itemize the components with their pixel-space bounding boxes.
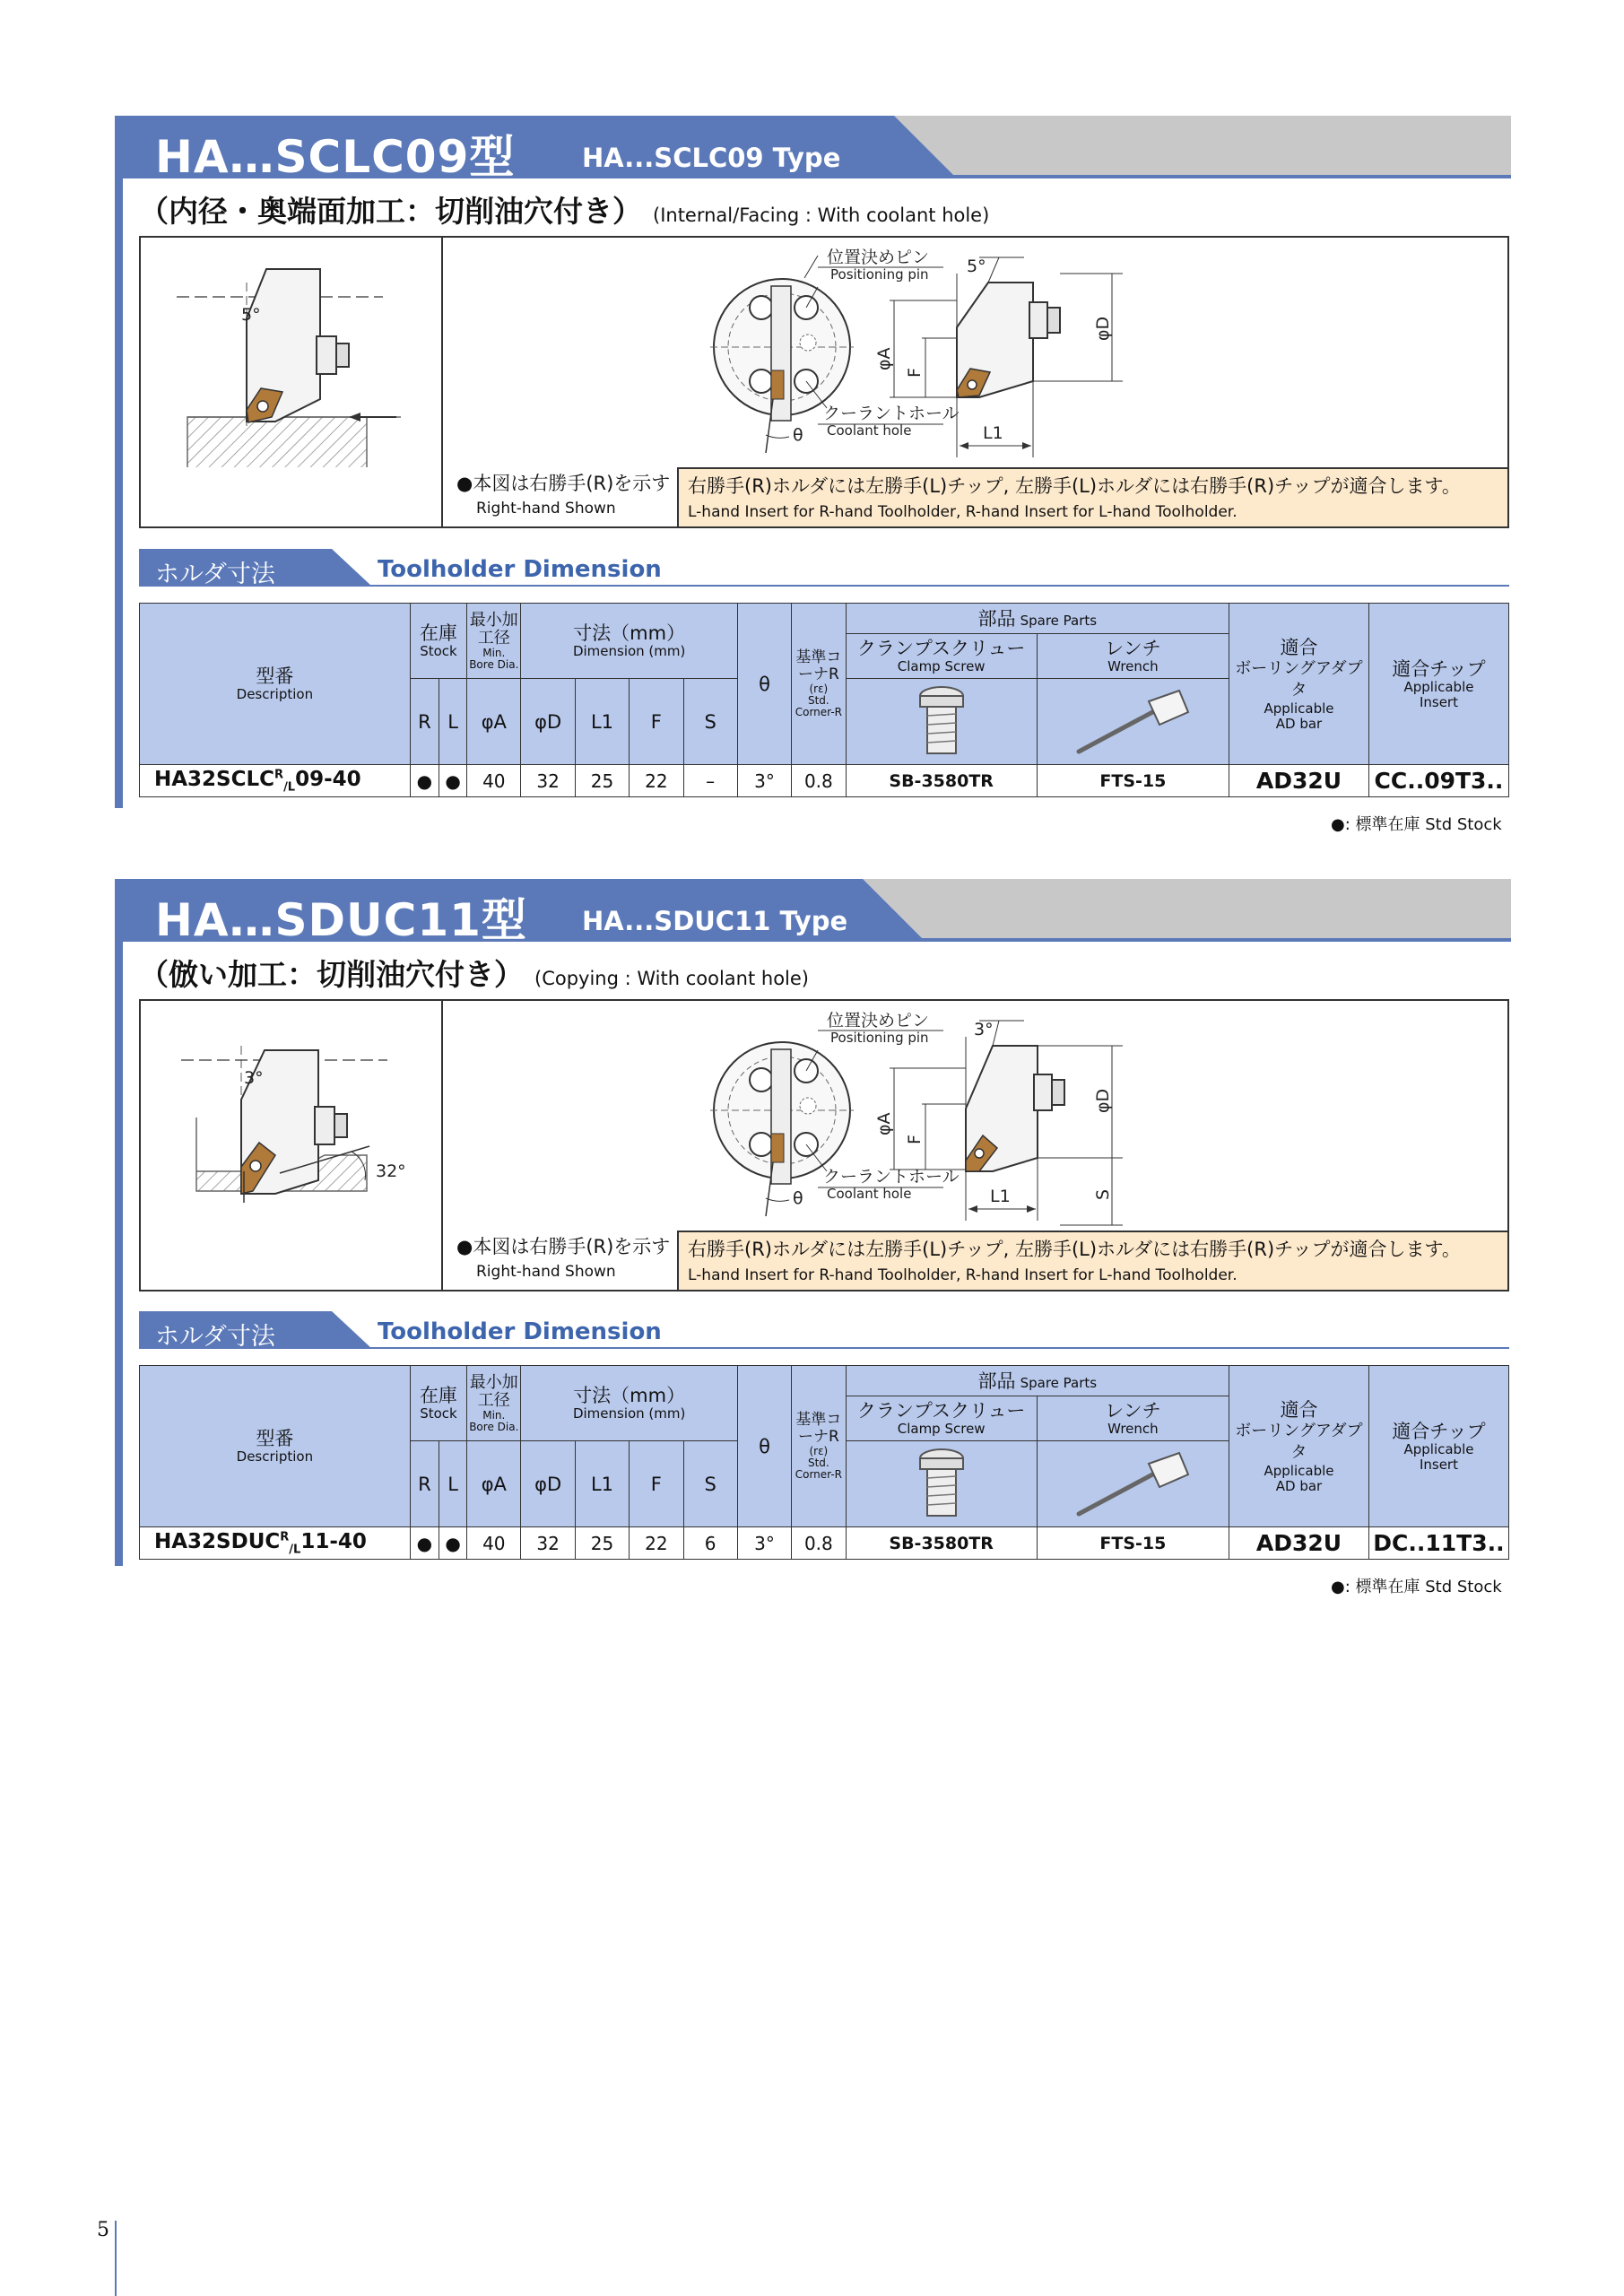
positioning-pin-en: Positioning pin (830, 266, 929, 283)
compat-note-jp: 右勝手(R)ホルダには左勝手(L)チップ, 左勝手(L)ホルダには右勝手(R)チップが適合します。 (688, 475, 1461, 497)
header-stock: 在庫 Stock (410, 604, 466, 679)
dim-a-label: φA (874, 1112, 894, 1135)
row-stock-l: ● (439, 765, 466, 797)
header-s: S (683, 679, 737, 765)
compat-note-en: L-hand Insert for R-hand Toolholder, R-hand Insert for L-hand Toolholder. (688, 1266, 1238, 1284)
holder-views-diagram (441, 1001, 1508, 1231)
coolant-hole-jp: クーラントホール (823, 404, 960, 423)
row-d: 32 (521, 765, 575, 797)
right-hand-note-en: Right-hand Shown (476, 1263, 616, 1281)
theta-label: θ (793, 425, 803, 445)
header-corner-r: 基準コーナR (rε) Std. Corner-R (792, 604, 846, 765)
header-description: 型番 Description (140, 1366, 411, 1527)
wrench-icon (1070, 683, 1195, 757)
section-header-jp: ホルダ寸法 (155, 561, 275, 588)
row-stock-r: ● (410, 1527, 439, 1560)
row-insert: DC..11T3.. (1368, 1527, 1508, 1560)
row-s: – (683, 765, 737, 797)
header-a: φA (467, 679, 521, 765)
clamp-screw-image (846, 1441, 1037, 1527)
clamp-screw-icon (915, 1446, 968, 1519)
header-wrench: レンチ Wrench (1037, 634, 1229, 679)
toolholder-dimension-header (139, 549, 1509, 588)
row-l1: 25 (575, 1527, 629, 1560)
header-ad-bar: 適合 ボーリングアダプタ Applicable AD bar (1229, 1366, 1369, 1527)
header-min-bore: 最小加工径 Min. Bore Dia. (467, 1366, 521, 1441)
header-description: 型番 Description (140, 604, 411, 765)
section-header-jp: ホルダ寸法 (155, 1323, 275, 1351)
row-clamp-screw: SB-3580TR (846, 1527, 1037, 1560)
stock-legend: ●: 標準在庫 Std Stock (1331, 1578, 1502, 1596)
page-margin-line (115, 2221, 117, 2296)
row-corner-r: 0.8 (792, 1527, 846, 1560)
copying-diagram (141, 1001, 441, 1231)
header-s: S (683, 1441, 737, 1527)
header-l: L (439, 679, 466, 765)
row-wrench: FTS-15 (1037, 765, 1229, 797)
right-hand-note-en: Right-hand Shown (476, 500, 616, 517)
theta-label: θ (793, 1188, 803, 1208)
header-a: φA (467, 1441, 521, 1527)
row-corner-r: 0.8 (792, 765, 846, 797)
wrench-icon (1070, 1446, 1195, 1519)
header-dimension: 寸法（mm） Dimension (mm) (521, 1366, 737, 1441)
header-insert: 適合チップ Applicable Insert (1368, 604, 1508, 765)
clamp-screw-icon (915, 683, 968, 757)
header-theta: θ (737, 604, 791, 765)
wrench-image (1037, 1441, 1229, 1527)
right-hand-note-jp: ●本図は右勝手(R)を示す (456, 473, 671, 494)
row-wrench: FTS-15 (1037, 1527, 1229, 1560)
section-header-shape (139, 549, 1509, 588)
header-l: L (439, 1441, 466, 1527)
positioning-pin-en: Positioning pin (830, 1030, 929, 1046)
section-subtitle (139, 188, 989, 230)
subtitle-jp: （内径・奥端面加工：切削油穴付き） (139, 194, 642, 229)
dim-s-label: S (1093, 1188, 1113, 1200)
angle-label: 3° (244, 1068, 264, 1088)
diagram-box (139, 236, 1509, 528)
header-theta: θ (737, 1366, 791, 1527)
header-insert: 適合チップ Applicable Insert (1368, 1366, 1508, 1527)
row-ad-bar: AD32U (1229, 1527, 1369, 1560)
header-corner-r: 基準コーナR (rε) Std. Corner-R (792, 1366, 846, 1527)
header-f: F (630, 679, 683, 765)
facing-diagram (141, 238, 441, 467)
header-l1: L1 (575, 679, 629, 765)
header-ad-bar: 適合 ボーリングアダプタ Applicable AD bar (1229, 604, 1369, 765)
section-accent-bar (115, 879, 123, 1566)
table-row (140, 1527, 1509, 1560)
section-accent-bar (115, 116, 123, 808)
row-description: $HA32SCLC^R_{/L}09-40$ (140, 765, 411, 797)
coolant-hole-en: Coolant hole (827, 422, 912, 439)
dim-d-label: φD (1093, 316, 1113, 341)
row-d: 32 (521, 1527, 575, 1560)
section-header-en: Toolholder Dimension (378, 556, 662, 583)
right-hand-note-jp: ●本図は右勝手(R)を示す (456, 1236, 671, 1257)
header-f: F (630, 1441, 683, 1527)
compat-note-jp: 右勝手(R)ホルダには左勝手(L)チップ, 左勝手(L)ホルダには右勝手(R)チップが適合します。 (688, 1239, 1461, 1260)
header-clamp-screw: クランプスクリュー Clamp Screw (846, 634, 1037, 679)
dim-f-label: F (905, 368, 925, 378)
positioning-pin-jp: 位置決めピン (827, 1011, 930, 1031)
row-s: 6 (683, 1527, 737, 1560)
toolholder-dimension-header (139, 1311, 1509, 1351)
header-spare-parts: 部品 Spare Parts (846, 1366, 1229, 1396)
header-clamp-screw: クランプスクリュー Clamp Screw (846, 1396, 1037, 1441)
spec-table (139, 603, 1509, 797)
subtitle-jp: （倣い加工：切削油穴付き） (139, 957, 524, 992)
row-ad-bar: AD32U (1229, 765, 1369, 797)
header-wrench: レンチ Wrench (1037, 1396, 1229, 1441)
row-theta: 3° (737, 1527, 791, 1560)
row-description: $HA32SDUC^R_{/L}11-40$ (140, 1527, 411, 1560)
insert-compatibility-note (677, 467, 1507, 526)
positioning-pin-jp: 位置決めピン (827, 248, 930, 267)
row-theta: 3° (737, 765, 791, 797)
section-type: HA...SCLC09 Type (582, 143, 841, 173)
subtitle-en: (Copying : With coolant hole) (534, 968, 809, 989)
section-title: HA…SDUC11型 (155, 894, 527, 946)
section-type: HA...SDUC11 Type (582, 906, 848, 936)
insert-compatibility-note (677, 1231, 1507, 1290)
angle-label: 5° (241, 305, 261, 325)
header-r: R (410, 679, 439, 765)
row-f: 22 (630, 1527, 683, 1560)
stock-legend: ●: 標準在庫 Std Stock (1331, 815, 1502, 834)
row-insert: CC..09T3.. (1368, 765, 1508, 797)
coolant-hole-en: Coolant hole (827, 1186, 912, 1202)
subtitle-en: (Internal/Facing : With coolant hole) (653, 204, 990, 226)
holder-views-diagram (441, 238, 1508, 467)
section-title-band (123, 116, 1511, 183)
header-stock: 在庫 Stock (410, 1366, 466, 1441)
table-row (140, 765, 1509, 797)
wrench-image (1037, 679, 1229, 765)
spec-table (139, 1365, 1509, 1560)
section-title-band (123, 879, 1511, 946)
row-stock-l: ● (439, 1527, 466, 1560)
compat-note-en: L-hand Insert for R-hand Toolholder, R-hand Insert for L-hand Toolholder. (688, 503, 1238, 521)
right-angle-label: 5° (967, 257, 986, 276)
header-dimension: 寸法（mm） Dimension (mm) (521, 604, 737, 679)
section-subtitle (139, 952, 809, 994)
row-min-bore: 40 (467, 1527, 521, 1560)
section-header-shape (139, 1311, 1509, 1351)
header-spare-parts: 部品 Spare Parts (846, 604, 1229, 634)
section-title: HA…SCLC09型 (155, 131, 516, 183)
row-stock-r: ● (410, 765, 439, 797)
row-l1: 25 (575, 765, 629, 797)
right-angle-label: 3° (974, 1020, 994, 1039)
section-header-en: Toolholder Dimension (378, 1318, 662, 1345)
dim-l1-label: L1 (990, 1187, 1011, 1206)
row-f: 22 (630, 765, 683, 797)
dim-l1-label: L1 (983, 423, 1003, 443)
row-clamp-screw: SB-3580TR (846, 765, 1037, 797)
page-number: 5 (97, 2219, 109, 2241)
angle-32-label: 32° (376, 1161, 406, 1181)
header-d: φD (521, 679, 575, 765)
row-min-bore: 40 (467, 765, 521, 797)
header-r: R (410, 1441, 439, 1527)
coolant-hole-jp: クーラントホール (823, 1167, 960, 1187)
header-d: φD (521, 1441, 575, 1527)
dim-f-label: F (905, 1135, 925, 1144)
dim-a-label: φA (874, 347, 894, 370)
header-min-bore: 最小加工径 Min. Bore Dia. (467, 604, 521, 679)
clamp-screw-image (846, 679, 1037, 765)
diagram-box (139, 999, 1509, 1292)
header-l1: L1 (575, 1441, 629, 1527)
dim-d-label: φD (1093, 1088, 1113, 1113)
